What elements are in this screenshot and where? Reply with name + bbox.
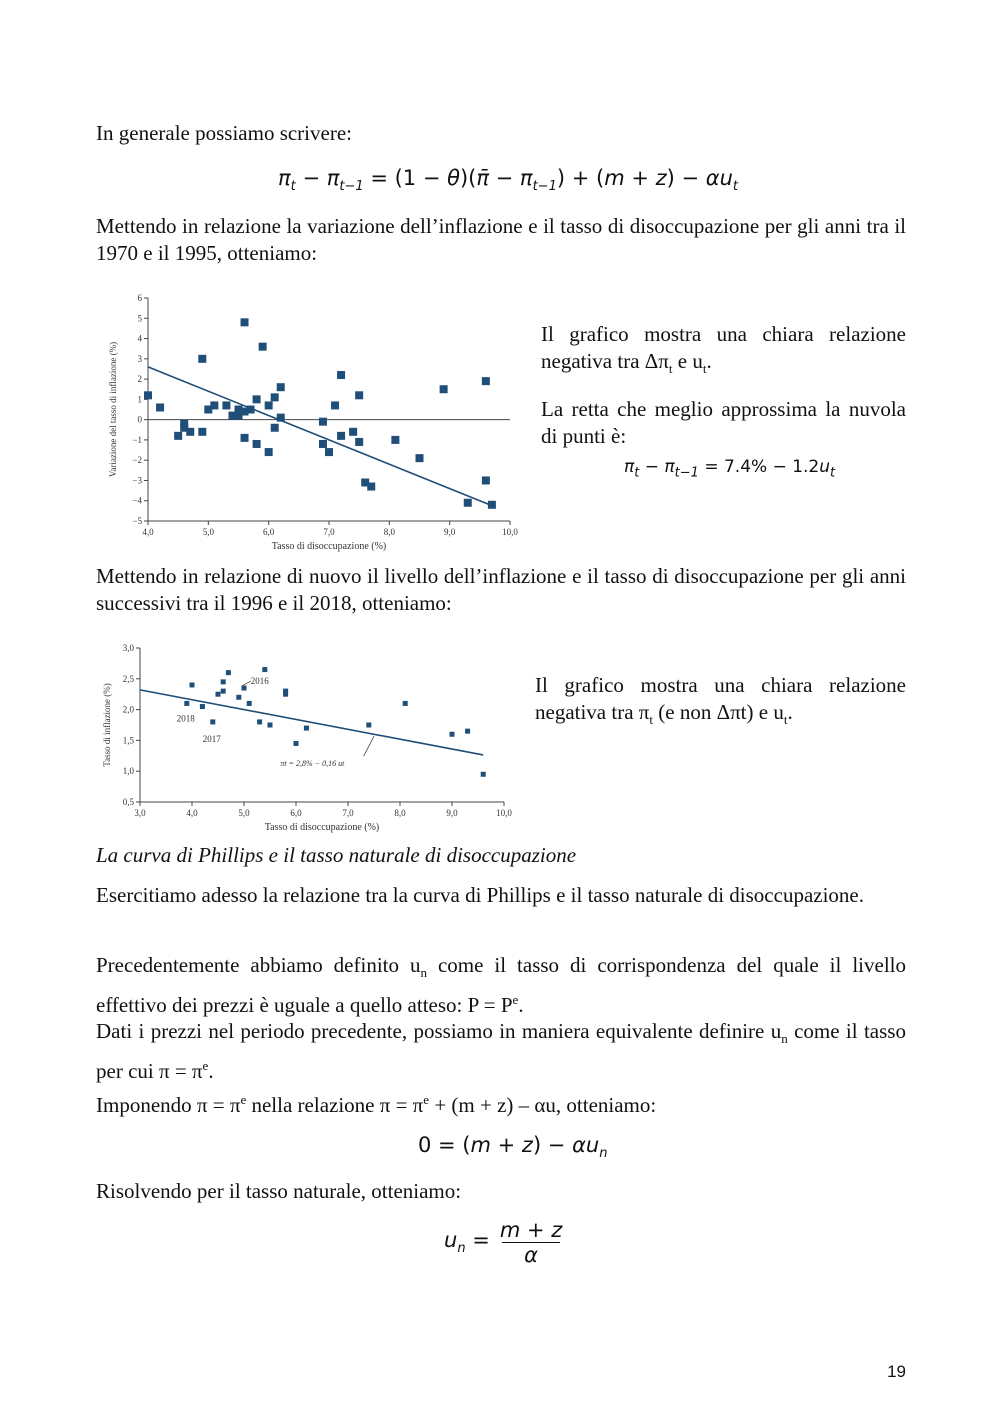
data-point — [337, 432, 345, 440]
y-tick-label: −2 — [132, 455, 142, 466]
data-point — [440, 385, 448, 393]
point-label: 2018 — [176, 713, 195, 724]
data-point — [271, 424, 279, 432]
data-point — [259, 343, 267, 351]
regression-equation-1: $\pi_t - \pi_{t-1} = 7.4\% - 1.2u_t$ — [624, 457, 836, 481]
scatter-chart-1970-1995 — [100, 288, 530, 558]
data-point — [337, 371, 345, 379]
y-tick-label: 2,0 — [122, 704, 134, 715]
data-point — [304, 726, 309, 731]
data-point — [156, 403, 164, 411]
x-tick-label: 8,0 — [394, 808, 406, 818]
data-point — [367, 483, 375, 491]
y-tick-label: 1,5 — [122, 735, 134, 746]
data-point — [271, 393, 279, 401]
data-point — [221, 679, 226, 684]
data-point — [331, 401, 339, 409]
intro-text: In generale possiamo scrivere: — [96, 121, 352, 145]
data-point — [222, 401, 230, 409]
data-point — [265, 401, 273, 409]
chart2-caption: Il grafico mostra una chiara relazione negativa tra $\pi_t$ (e non Δπt) e $u_t$. — [535, 673, 906, 728]
y-tick-label: 1 — [137, 394, 142, 405]
data-point — [216, 692, 221, 697]
data-point — [450, 732, 455, 737]
data-point — [210, 719, 215, 724]
x-tick-label: 9,0 — [444, 527, 456, 537]
data-point — [319, 440, 327, 448]
data-point — [184, 701, 189, 706]
data-point — [186, 428, 194, 436]
data-point — [294, 741, 299, 746]
data-point — [482, 377, 490, 385]
data-point — [465, 729, 470, 734]
y-tick-label: 2 — [137, 374, 142, 385]
x-tick-label: 7,0 — [323, 527, 335, 537]
paragraph-4: Precedentemente abbiamo definito $u_n$ come il tasso di corrispondenza del quale il livello effettivo dei prezzi è uguale a quello atteso: $P = P^e$. — [96, 953, 906, 1018]
point-label: 2016 — [250, 676, 269, 687]
data-point — [198, 428, 206, 436]
data-point — [277, 414, 285, 422]
data-point — [241, 434, 249, 442]
x-tick-label: 6,0 — [263, 527, 275, 537]
equation-natural-rate-1: $0 = (m + z) - \alpha u_n$ — [418, 1133, 608, 1162]
y-tick-label: −1 — [132, 434, 142, 445]
data-point — [210, 401, 218, 409]
x-tick-label: 5,0 — [238, 808, 250, 818]
y-axis-label: Tasso di inflazione (%) — [102, 683, 112, 767]
paragraph-1970-1995: Mettendo in relazione la variazione dell’inflazione e il tasso di disoccupazione per gli anni tra il 1970 e il 1995, otteniamo: — [96, 214, 906, 265]
data-point — [464, 499, 472, 507]
data-point — [325, 448, 333, 456]
data-point — [366, 723, 371, 728]
section-title: La curva di Phillips e il tasso naturale di disoccupazione — [96, 843, 577, 867]
data-point — [174, 432, 182, 440]
data-point — [262, 667, 267, 672]
regression-label: πt = 2,8% − 0,16 ut — [280, 759, 345, 769]
data-point — [482, 476, 490, 484]
data-point — [242, 686, 247, 691]
x-tick-label: 7,0 — [342, 808, 354, 818]
y-tick-label: 3 — [137, 353, 142, 364]
data-point — [247, 701, 252, 706]
label-leader — [242, 681, 251, 686]
data-point — [349, 428, 357, 436]
data-point — [481, 772, 486, 777]
x-tick-label: 4,0 — [186, 808, 198, 818]
data-point — [241, 318, 249, 326]
data-point — [391, 436, 399, 444]
x-tick-label: 5,0 — [202, 527, 214, 537]
page-number: 19 — [887, 1362, 906, 1381]
x-tick-label: 10,0 — [496, 808, 512, 818]
x-tick-label: 4,0 — [142, 527, 154, 537]
data-point — [226, 670, 231, 675]
data-point — [277, 383, 285, 391]
data-point — [283, 692, 288, 697]
x-tick-label: 3,0 — [134, 808, 146, 818]
data-point — [257, 719, 262, 724]
point-label: 2017 — [202, 733, 221, 744]
data-point — [221, 689, 226, 694]
data-point — [144, 391, 152, 399]
data-point — [236, 695, 241, 700]
y-tick-label: −4 — [132, 495, 142, 506]
chart1-caption: Il grafico mostra una chiara relazione negativa tra $\Delta\pi_t$ e $u_t$. La retta che meglio approssima la nuvola di punti è: — [541, 322, 906, 449]
y-tick-label: −3 — [132, 475, 142, 486]
x-axis-label: Tasso di disoccupazione (%) — [271, 541, 387, 552]
y-tick-label: 6 — [137, 293, 142, 303]
x-tick-label: 8,0 — [383, 527, 395, 537]
y-tick-label: 5 — [137, 313, 142, 324]
x-tick-label: 9,0 — [446, 808, 458, 818]
y-tick-label: 1,0 — [122, 766, 134, 777]
y-tick-label: 3,0 — [122, 643, 134, 653]
data-point — [265, 448, 273, 456]
data-point — [488, 501, 496, 509]
data-point — [198, 355, 206, 363]
data-point — [268, 723, 273, 728]
data-point — [247, 406, 255, 414]
data-point — [190, 682, 195, 687]
y-axis-label: Variazione del tasso di inflazione (%) — [108, 341, 118, 478]
y-tick-label: −5 — [132, 516, 142, 526]
paragraph-5: Dati i prezzi nel periodo precedente, possiamo in maniera equivalente definire $u_n$ come il tasso per cui $\pi = \pi^e$. — [96, 1019, 906, 1084]
paragraph-1996-2018: Mettendo in relazione di nuovo il livello dell’inflazione e il tasso di disoccupazione per gli anni successivi tra il 1996 e il 2018, otteniamo: — [96, 564, 906, 615]
data-point — [200, 704, 205, 709]
regression-leader — [364, 736, 374, 756]
scatter-chart-1996-2018 — [100, 638, 520, 838]
paragraph-6: Imponendo $\pi = \pi^e$ nella relazione $\pi = \pi^e + (m + z) - \alpha u$, otteniamo: — [96, 1092, 657, 1117]
x-axis-label: Tasso di disoccupazione (%) — [264, 822, 380, 833]
data-point — [355, 391, 363, 399]
data-point — [403, 701, 408, 706]
y-tick-label: 4 — [137, 333, 142, 344]
data-point — [416, 454, 424, 462]
paragraph-3: Esercitiamo adesso la relazione tra la curva di Phillips e il tasso naturale di disoccupazione. — [96, 883, 864, 907]
paragraph-7: Risolvendo per il tasso naturale, otteniamo: — [96, 1179, 462, 1203]
equation-natural-rate-2: $u_n$ = m + z α — [444, 1218, 563, 1267]
y-tick-label: 0,5 — [122, 797, 134, 807]
equation-phillips-general: $\pi_t - \pi_{t-1} = (1$ − θ)(π̄ − $\pi_{t-1}) + (m + z) - \alpha u_t$ — [278, 166, 739, 195]
x-tick-label: 6,0 — [290, 808, 302, 818]
data-point — [253, 440, 261, 448]
data-point — [355, 438, 363, 446]
data-point — [319, 418, 327, 426]
data-point — [253, 395, 261, 403]
y-tick-label: 2,5 — [122, 673, 134, 684]
x-tick-label: 10,0 — [502, 527, 518, 537]
y-tick-label: 0 — [137, 414, 142, 425]
